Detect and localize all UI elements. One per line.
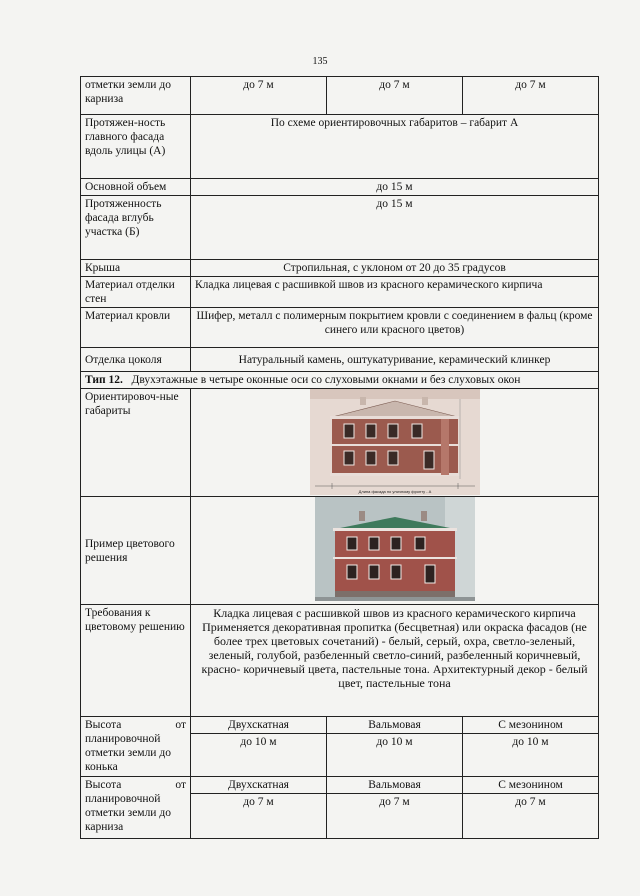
row-gabarits — [81, 389, 599, 497]
label-ridge-height-from: от — [175, 719, 186, 731]
label-ridge-height-rest: планировочной отметки земли до конька — [85, 733, 171, 773]
color-example-figure-cell — [191, 497, 599, 605]
label-gabarits: Ориентировоч-ные габариты — [81, 389, 191, 497]
label-eave-height-word: Высота — [85, 779, 122, 791]
label-plinth: Отделка цоколя — [81, 348, 191, 372]
value-cell: до 7 м — [463, 77, 599, 115]
value-roof-material: Шифер, металл с полимерным покрытием кровли с соединением в фальц (кроме синего или красного цветов) — [191, 308, 599, 348]
value-cell: до 7 м — [327, 77, 463, 115]
roof-type-header: Двухскатная — [228, 719, 289, 731]
row-type-heading — [81, 372, 599, 389]
facade-color-photo — [315, 497, 475, 601]
value-color-requirements: Кладка лицевая с расшивкой швов из красного керамического кирпича Применяется декоративная пропитка (бесцветная) или окраска фасадов (не более трех цветовых сочетаний) - белый, серый, охра, светло-зеленый, зеленый, голубой, разбеленный светло-синий, разбеленный коричневый, красно- коричневый цвета, пастельные тона. Архитектурный декор - белый цвет, пастельные тона — [191, 605, 599, 717]
row-wall-material — [81, 277, 599, 308]
requirements-table — [80, 76, 599, 839]
value-facade-depth: до 15 м — [191, 196, 599, 260]
label-eave-height-bottom — [81, 777, 191, 839]
row-ridge-height — [81, 717, 599, 777]
gabarits-figure-cell — [191, 389, 599, 497]
page-number: 135 — [312, 56, 328, 67]
row-roof-material — [81, 308, 599, 348]
ridge-height-value: до 10 м — [462, 734, 598, 776]
label-eave-height-from: от — [175, 779, 186, 791]
row-color-example — [81, 497, 599, 605]
ridge-height-value: до 10 м — [240, 736, 277, 748]
value-facade-length: По схеме ориентировочных габаритов – габарит А — [191, 115, 599, 179]
row-eave-height-top — [81, 77, 599, 115]
row-plinth — [81, 348, 599, 372]
roof-type-header: С мезонином — [462, 717, 598, 733]
row-color-requirements — [81, 605, 599, 717]
eave-height-grid — [191, 777, 599, 839]
row-facade-depth — [81, 196, 599, 260]
facade-drawing-image — [310, 389, 480, 495]
type-number: Тип 12. — [85, 374, 123, 386]
value-wall-material: Кладка лицевая с расшивкой швов из красного керамического кирпича — [191, 277, 599, 308]
label-eave-height-rest: планировочной отметки земли до карниза — [85, 793, 171, 833]
label-color-example: Пример цветового решения — [81, 497, 191, 605]
label-color-requirements: Требования к цветовому решению — [81, 605, 191, 717]
type-heading — [81, 372, 599, 389]
eave-height-value: до 7 м — [462, 794, 598, 838]
value-roof: Стропильная, с уклоном от 20 до 35 градусов — [191, 260, 599, 277]
roof-type-header: Двухскатная — [228, 779, 289, 791]
roof-type-header: С мезонином — [462, 777, 598, 793]
label-wall-material: Материал отделки стен — [81, 277, 191, 308]
row-facade-length — [81, 115, 599, 179]
roof-type-header: Вальмовая — [326, 777, 462, 793]
label-ridge-height-word: Высота — [85, 719, 122, 731]
eave-height-value: до 7 м — [326, 794, 462, 838]
row-roof — [81, 260, 599, 277]
row-eave-height-bottom — [81, 777, 599, 839]
label-roof-material: Материал кровли — [81, 308, 191, 348]
row-main-volume — [81, 179, 599, 196]
label-facade-depth: Протяженность фасада вглубь участка (Б) — [81, 196, 191, 260]
label-facade-length: Протяжен-ность главного фасада вдоль улицы (А) — [81, 115, 191, 179]
label-eave-height: отметки земли до карниза — [81, 77, 191, 115]
eave-height-value: до 7 м — [243, 796, 274, 808]
value-plinth: Натуральный камень, оштукатуривание, керамический клинкер — [191, 348, 599, 372]
facade-caption: Длина фасада по уличному фронту - А — [358, 489, 431, 494]
value-cell: до 7 м — [191, 77, 327, 115]
roof-type-header: Вальмовая — [326, 717, 462, 733]
type-title: Двухэтажные в четыре оконные оси со слуховыми окнами и без слуховых окон — [131, 374, 521, 386]
ridge-height-grid — [191, 717, 599, 777]
ridge-height-value: до 10 м — [326, 734, 462, 776]
value-main-volume: до 15 м — [191, 179, 599, 196]
label-ridge-height — [81, 717, 191, 777]
label-main-volume: Основной объем — [81, 179, 191, 196]
label-roof: Крыша — [81, 260, 191, 277]
